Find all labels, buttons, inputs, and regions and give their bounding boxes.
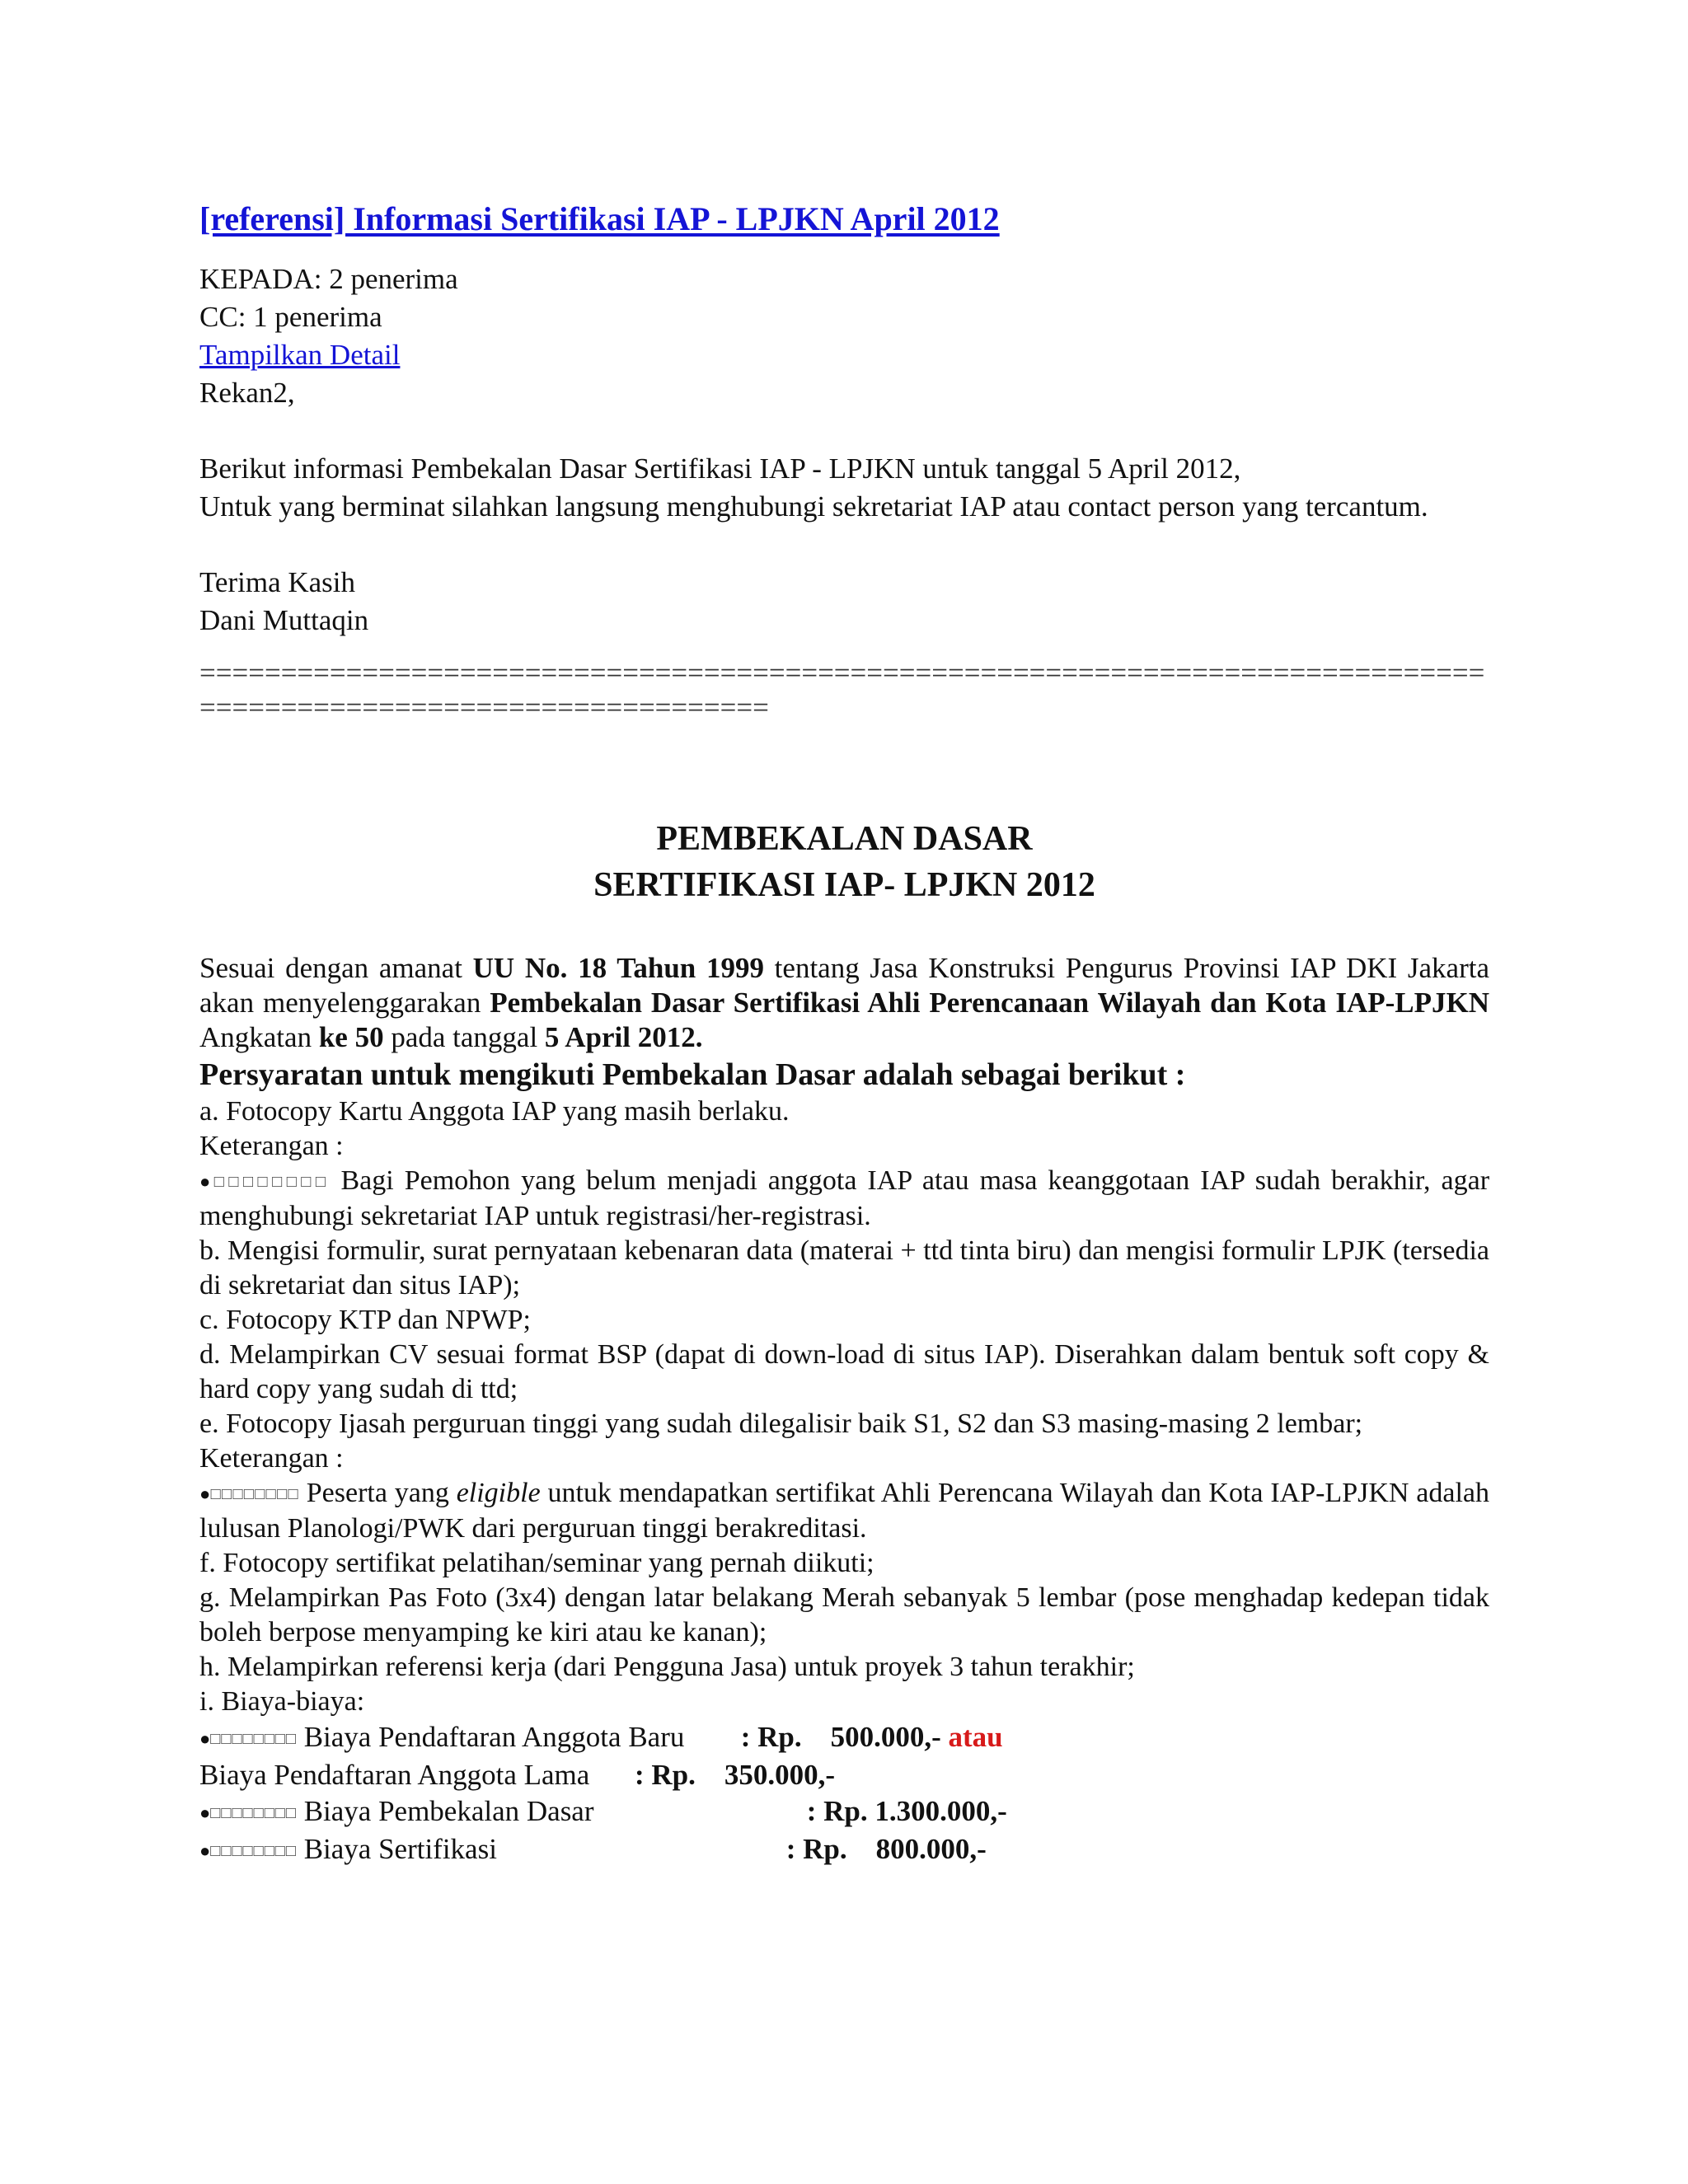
keterangan-label-1: Keterangan :: [199, 1131, 344, 1161]
fee-label: Biaya Sertifikasi: [303, 1833, 497, 1865]
text-run: pada tanggal: [383, 1021, 545, 1053]
requirement-a: a. Fotocopy Kartu Anggota IAP yang masih berlaku.: [199, 1096, 790, 1127]
requirement-e: e. Fotocopy Ijasah perguruan tinggi yang sudah dilegalisir baik S1, S2 dan S3 masing-masing 2 lembar;: [199, 1408, 1363, 1439]
sender-name: Dani Muttaqin: [199, 604, 369, 636]
requirement-f: f. Fotocopy sertifikat pelatihan/seminar yang pernah diikuti;: [199, 1548, 874, 1578]
law-reference: UU No. 18 Tahun 1999: [472, 952, 764, 984]
separator-line: ==================================================================================================================: [199, 657, 1485, 724]
fee-label: Biaya Pendaftaran Anggota Lama: [199, 1759, 590, 1791]
recipients-to: KEPADA: 2 penerima: [199, 263, 458, 295]
note-1: [199, 1164, 1489, 1234]
document-page: [199, 198, 1489, 1869]
intro-line-1: Berikut informasi Pembekalan Dasar Sertifikasi IAP - LPJKN untuk tanggal 5 April 2012,: [199, 452, 1241, 485]
fee-row-training: [199, 1793, 1489, 1831]
announcement-heading: [199, 816, 1489, 908]
announcement-body: [199, 951, 1489, 1055]
text-run: Angkatan: [199, 1021, 319, 1053]
program-name: Pembekalan Dasar Sertifikasi Ahli Perencanaan Wilayah dan Kota IAP-LPJKN: [490, 987, 1489, 1019]
closing-thanks: Terima Kasih: [199, 566, 356, 598]
intro-line-2: Untuk yang berminat silahkan langsung menghubungi sekretariat IAP atau contact person yang tercantum.: [199, 490, 1428, 523]
fee-label: Biaya Pendaftaran Anggota Baru: [303, 1721, 685, 1753]
requirement-d: d. Melampirkan CV sesuai format BSP (dapat di down-load di situs IAP). Diserahkan dalam bentuk soft copy & hard copy yang sudah di ttd;: [199, 1339, 1489, 1404]
requirement-h: h. Melampirkan referensi kerja (dari Pengguna Jasa) untuk proyek 3 tahun terakhir;: [199, 1652, 1135, 1682]
placeholder-boxes: □□□□□□□□: [210, 1804, 297, 1822]
placeholder-boxes: □□□□□□□□: [213, 1173, 331, 1191]
placeholder-boxes: □□□□□□□□: [210, 1730, 297, 1748]
bullet-icon: ●: [199, 1802, 211, 1823]
recipients-cc: CC: 1 penerima: [199, 301, 382, 333]
requirement-g: g. Melampirkan Pas Foto (3x4) dengan latar belakang Merah sebanyak 5 lembar (pose menghadap kedepan tidak boleh berpose menyamping ke kiri atau ke kanan);: [199, 1582, 1489, 1647]
spacer: [199, 526, 1489, 564]
placeholder-boxes: □□□□□□□□: [210, 1842, 297, 1860]
placeholder-boxes: □□□□□□□□: [210, 1485, 299, 1503]
note-text: Peserta yang: [306, 1478, 457, 1508]
note-text: untuk mendapatkan sertifikat Ahli Perencana Wilayah dan Kota IAP-LPJKN adalah lulusan Planologi/PWK dari perguruan tinggi berakreditasi.: [199, 1478, 1490, 1544]
fee-suffix: atau: [940, 1721, 1003, 1753]
requirements-heading: Persyaratan untuk mengikuti Pembekalan Dasar adalah sebagai berikut :: [199, 1057, 1186, 1092]
bullet-icon: ●: [199, 1483, 211, 1504]
note-emphasis: eligible: [456, 1478, 541, 1508]
text-run: tentang Jasa Konstruksi Pengurus Provinsi IAP DKI Jakarta akan menyelenggarakan: [199, 952, 1489, 1019]
bullet-icon: ●: [199, 1728, 211, 1749]
note-text: Bagi Pemohon yang belum menjadi anggota IAP atau masa keanggotaan IAP sudah berakhir, agar menghubungi sekretariat IAP untuk registrasi/her-registrasi.: [199, 1165, 1490, 1231]
requirement-i: i. Biaya-biaya:: [199, 1686, 365, 1717]
requirement-c: c. Fotocopy KTP dan NPWP;: [199, 1305, 532, 1335]
note-2: [199, 1476, 1489, 1546]
heading-line-2: SERTIFIKASI IAP- LPJKN 2012: [593, 866, 1095, 904]
fee-amount: : Rp. 500.000,-: [740, 1721, 941, 1753]
fee-row-certification: [199, 1831, 1489, 1869]
bullet-icon: ●: [199, 1171, 214, 1192]
fee-amount: : Rp. 1.300.000,-: [806, 1795, 1007, 1827]
keterangan-label-2: Keterangan :: [199, 1443, 344, 1474]
heading-line-1: PEMBEKALAN DASAR: [656, 820, 1033, 858]
fee-row-new-member: [199, 1719, 1489, 1757]
bullet-icon: ●: [199, 1840, 211, 1861]
spacer: [199, 412, 1489, 450]
fee-amount: : Rp. 350.000,-: [635, 1759, 836, 1791]
batch-number: ke 50: [318, 1021, 384, 1053]
email-title-link[interactable]: [referensi] Informasi Sertifikasi IAP - LPJKN April 2012: [199, 200, 1000, 237]
intro-paragraph: [199, 951, 1489, 1055]
fee-row-old-member: [199, 1757, 1489, 1793]
fee-amount: : Rp. 800.000,-: [785, 1833, 987, 1865]
requirement-b: b. Mengisi formulir, surat pernyataan kebenaran data (materai + ttd tinta biru) dan mengisi formulir LPJK (tersedia di sekretariat dan situs IAP);: [199, 1235, 1489, 1301]
text-run: Sesuai dengan amanat: [199, 952, 473, 984]
fee-label: Biaya Pembekalan Dasar: [303, 1795, 594, 1827]
greeting: Rekan2,: [199, 377, 295, 409]
show-details-link[interactable]: Tampilkan Detail: [199, 339, 401, 371]
event-date: 5 April 2012.: [544, 1021, 703, 1053]
